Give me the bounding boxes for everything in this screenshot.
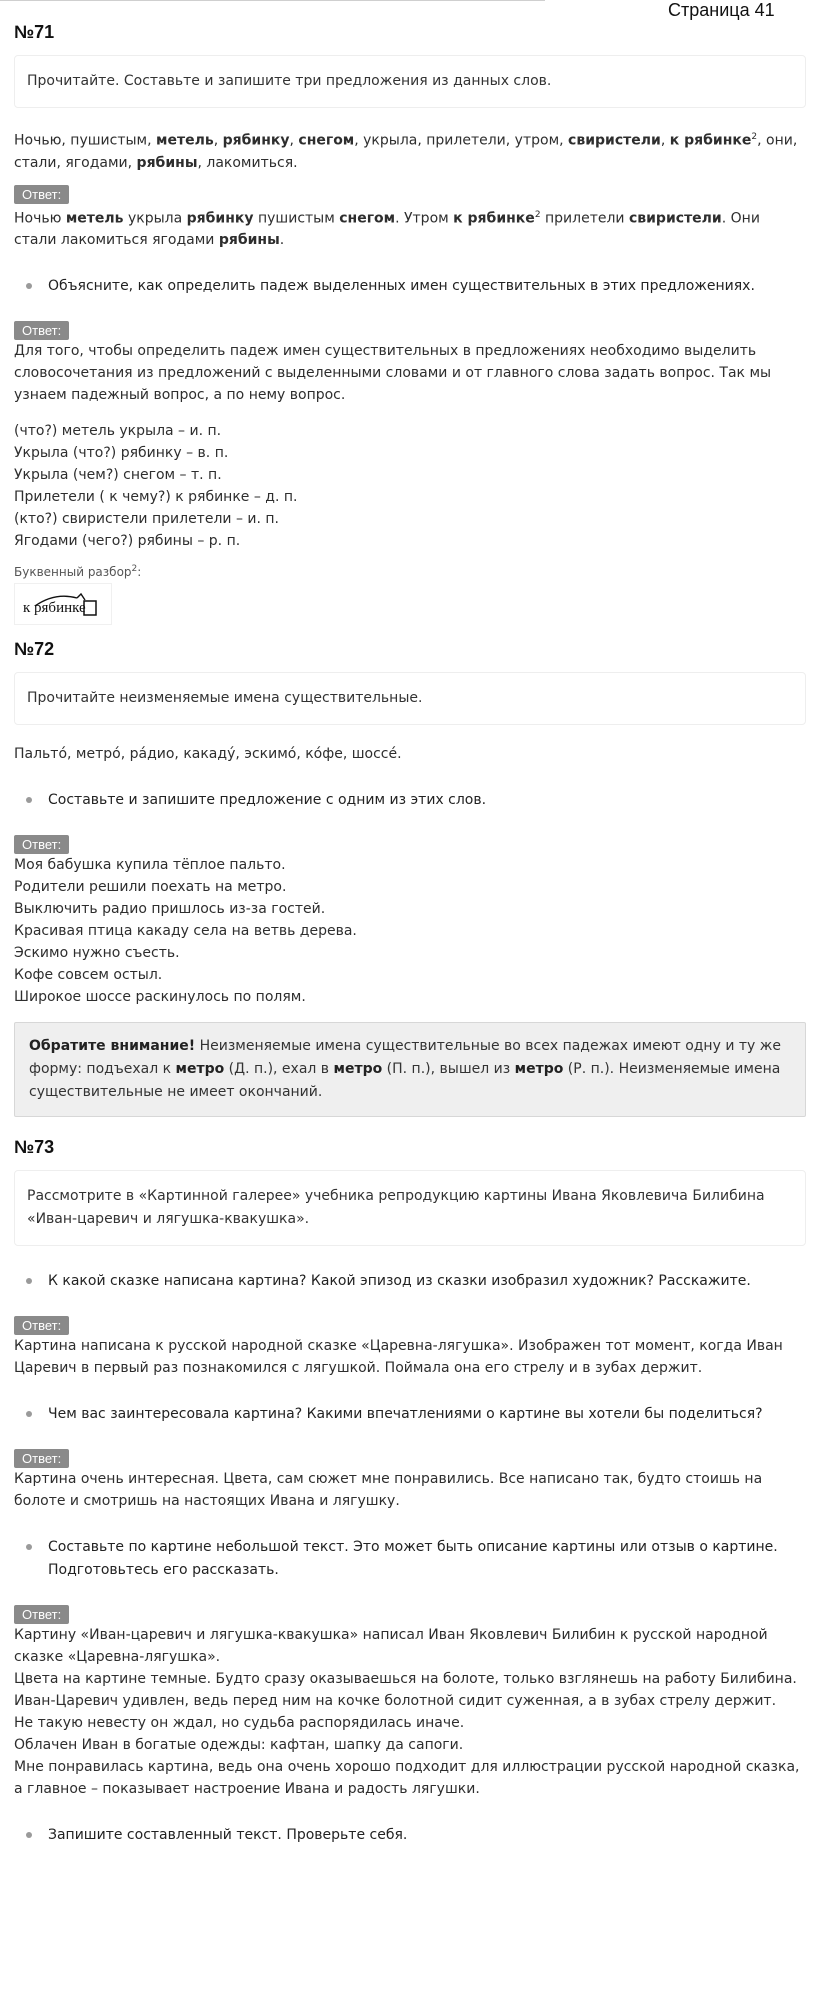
letter-analysis-word: к рябинке xyxy=(23,600,86,617)
sentence-item: Родители решили поехать на метро. xyxy=(14,879,287,896)
sentence-item: Выключить радио пришлось из-за гостей. xyxy=(14,901,326,918)
sentence-item: Широкое шоссе раскинулось по полям. xyxy=(14,989,306,1006)
ending-box-icon xyxy=(84,601,96,615)
sentence-item: Кофе совсем остыл. xyxy=(14,967,163,984)
task-71-answer-1: Ночью метель укрыла рябинку пушистым снегом. Утром к рябинке$^2$ прилетели свиристели. Они стали лакомиться ягодами рябины. xyxy=(14,209,760,249)
bullet-dot-icon xyxy=(26,283,32,289)
attention-note: Обратите внимание! Неизменяемые имена существительные во всех падежах имеют одну и ту же форму: подъехал к метро (Д. п.), ехал в метро (П. п.), вышел из метро (Р. п.). Неизменяемые имена существительные не имеет окончаний. xyxy=(14,1022,806,1117)
task-73-answer-1: Картина написана к русской народной сказке «Царевна-лягушка». Изображен тот момент, когда Иван Царевич в первый раз познакомился с лягушкой. Поймала она его стрелу и в зубах держит. xyxy=(14,1338,783,1377)
task-71-bullet-1: Объясните, как определить падеж выделенных имен существительных в этих предложениях. xyxy=(14,275,806,298)
case-item: Прилетели ( к чему?) к рябинке – д. п. xyxy=(14,489,298,506)
bullet-dot-icon xyxy=(26,1411,32,1417)
answer-badge: Ответ: xyxy=(14,1316,69,1335)
bullet-dot-icon xyxy=(26,1544,32,1550)
sentence-item: Эскимо нужно съесть. xyxy=(14,945,180,962)
task-73-answer-2: Картина очень интересная. Цвета, сам сюжет мне понравились. Все написано так, будто стоишь на болоте и смотришь на настоящих Ивана и лягушку. xyxy=(14,1471,763,1510)
answer-badge: Ответ: xyxy=(14,185,69,204)
case-list xyxy=(14,420,806,552)
task-72-words: Пальто́, метро́, ра́дио, какаду́, эскимо́, ко́фе, шоссе́. xyxy=(14,746,402,763)
task-71-instruction: Прочитайте. Составьте и запишите три предложения из данных слов. xyxy=(14,55,806,108)
bullet-dot-icon xyxy=(26,1278,32,1284)
answer-line: Мне понравилась картина, ведь она очень хорошо подходит для иллюстрации русской народной сказка, а главное – показывает настроение Ивана и радость лягушки. xyxy=(14,1759,800,1798)
task-71-answer-2: Для того, чтобы определить падеж имен существительных в предложениях необходимо выделить словосочетания из предложений с выделенными словами и от главного слова задать вопрос. Так мы узнаем падежный вопрос, а по нему вопрос. xyxy=(14,343,772,404)
task-72-number: №72 xyxy=(14,639,55,660)
case-item: (кто?) свиристели прилетели – и. п. xyxy=(14,511,279,528)
answer-line: Иван-Царевич удивлен, ведь перед ним на кочке болотной сидит суженная, а в зубах стрелу держит. xyxy=(14,1693,777,1710)
answer-line: Цвета на картине темные. Будто сразу оказываешься на болоте, только взглянешь на работу Билибина. xyxy=(14,1671,797,1688)
letter-analysis-label: Буквенный разбор$^2$: xyxy=(14,564,142,580)
answer-line: Облачен Иван в богатые одежды: кафтан, шапку да сапоги. xyxy=(14,1737,464,1754)
letter-analysis-figure xyxy=(14,583,112,625)
task-71-words: Ночью, пушистым, метель, рябинку, снегом, укрыла, прилетели, утром, свиристели, к рябинке$^2$, они, стали, ягодами, рябины, лакомиться. xyxy=(14,132,798,171)
case-item: (что?) метель укрыла – и. п. xyxy=(14,423,222,440)
sentence-item: Моя бабушка купила тёплое пальто. xyxy=(14,857,286,874)
task-73-bullet-2: Чем вас заинтересовала картина? Какими впечатлениями о картине вы хотели бы поделиться? xyxy=(14,1403,806,1426)
content xyxy=(14,22,806,1869)
answer-badge: Ответ: xyxy=(14,321,69,340)
task-73-bullet-1: К какой сказке написана картина? Какой эпизод из сказки изобразил художник? Расскажите. xyxy=(14,1270,806,1293)
bullet-dot-icon xyxy=(26,1832,32,1838)
sentence-item: Красивая птица какаду села на ветвь дерева. xyxy=(14,923,357,940)
answer-line: Не такую невесту он ждал, но судьба распорядилась иначе. xyxy=(14,1715,465,1732)
case-item: Ягодами (чего?) рябины – р. п. xyxy=(14,533,241,550)
answer-badge: Ответ: xyxy=(14,1605,69,1624)
case-item: Укрыла (что?) рябинку – в. п. xyxy=(14,445,229,462)
task-72-instruction: Прочитайте неизменяемые имена существительные. xyxy=(14,672,806,725)
case-item: Укрыла (чем?) снегом – т. п. xyxy=(14,467,222,484)
page-label: Страница 41 xyxy=(668,0,775,20)
task-71-number: №71 xyxy=(14,22,55,42)
task-73-instruction: Рассмотрите в «Картинной галерее» учебника репродукцию картины Ивана Яковлевича Билибина «Иван-царевич и лягушка-квакушка». xyxy=(14,1170,806,1246)
task-72-bullet-1: Составьте и запишите предложение с одним из этих слов. xyxy=(14,789,806,812)
task-73-bullet-4: Запишите составленный текст. Проверьте себя. xyxy=(14,1824,806,1847)
answer-badge: Ответ: xyxy=(14,835,69,854)
task-73-number: №73 xyxy=(14,1137,55,1158)
top-rule xyxy=(0,0,545,1)
answer-line: Картину «Иван-царевич и лягушка-квакушка» написал Иван Яковлевич Билибин к русской народной сказке «Царевна-лягушка». xyxy=(14,1627,768,1666)
task-73-bullet-3: Составьте по картине небольшой текст. Это может быть описание картины или отзыв о картине. Подготовьтесь его рассказать. xyxy=(14,1536,806,1582)
bullet-dot-icon xyxy=(26,797,32,803)
answer-badge: Ответ: xyxy=(14,1449,69,1468)
